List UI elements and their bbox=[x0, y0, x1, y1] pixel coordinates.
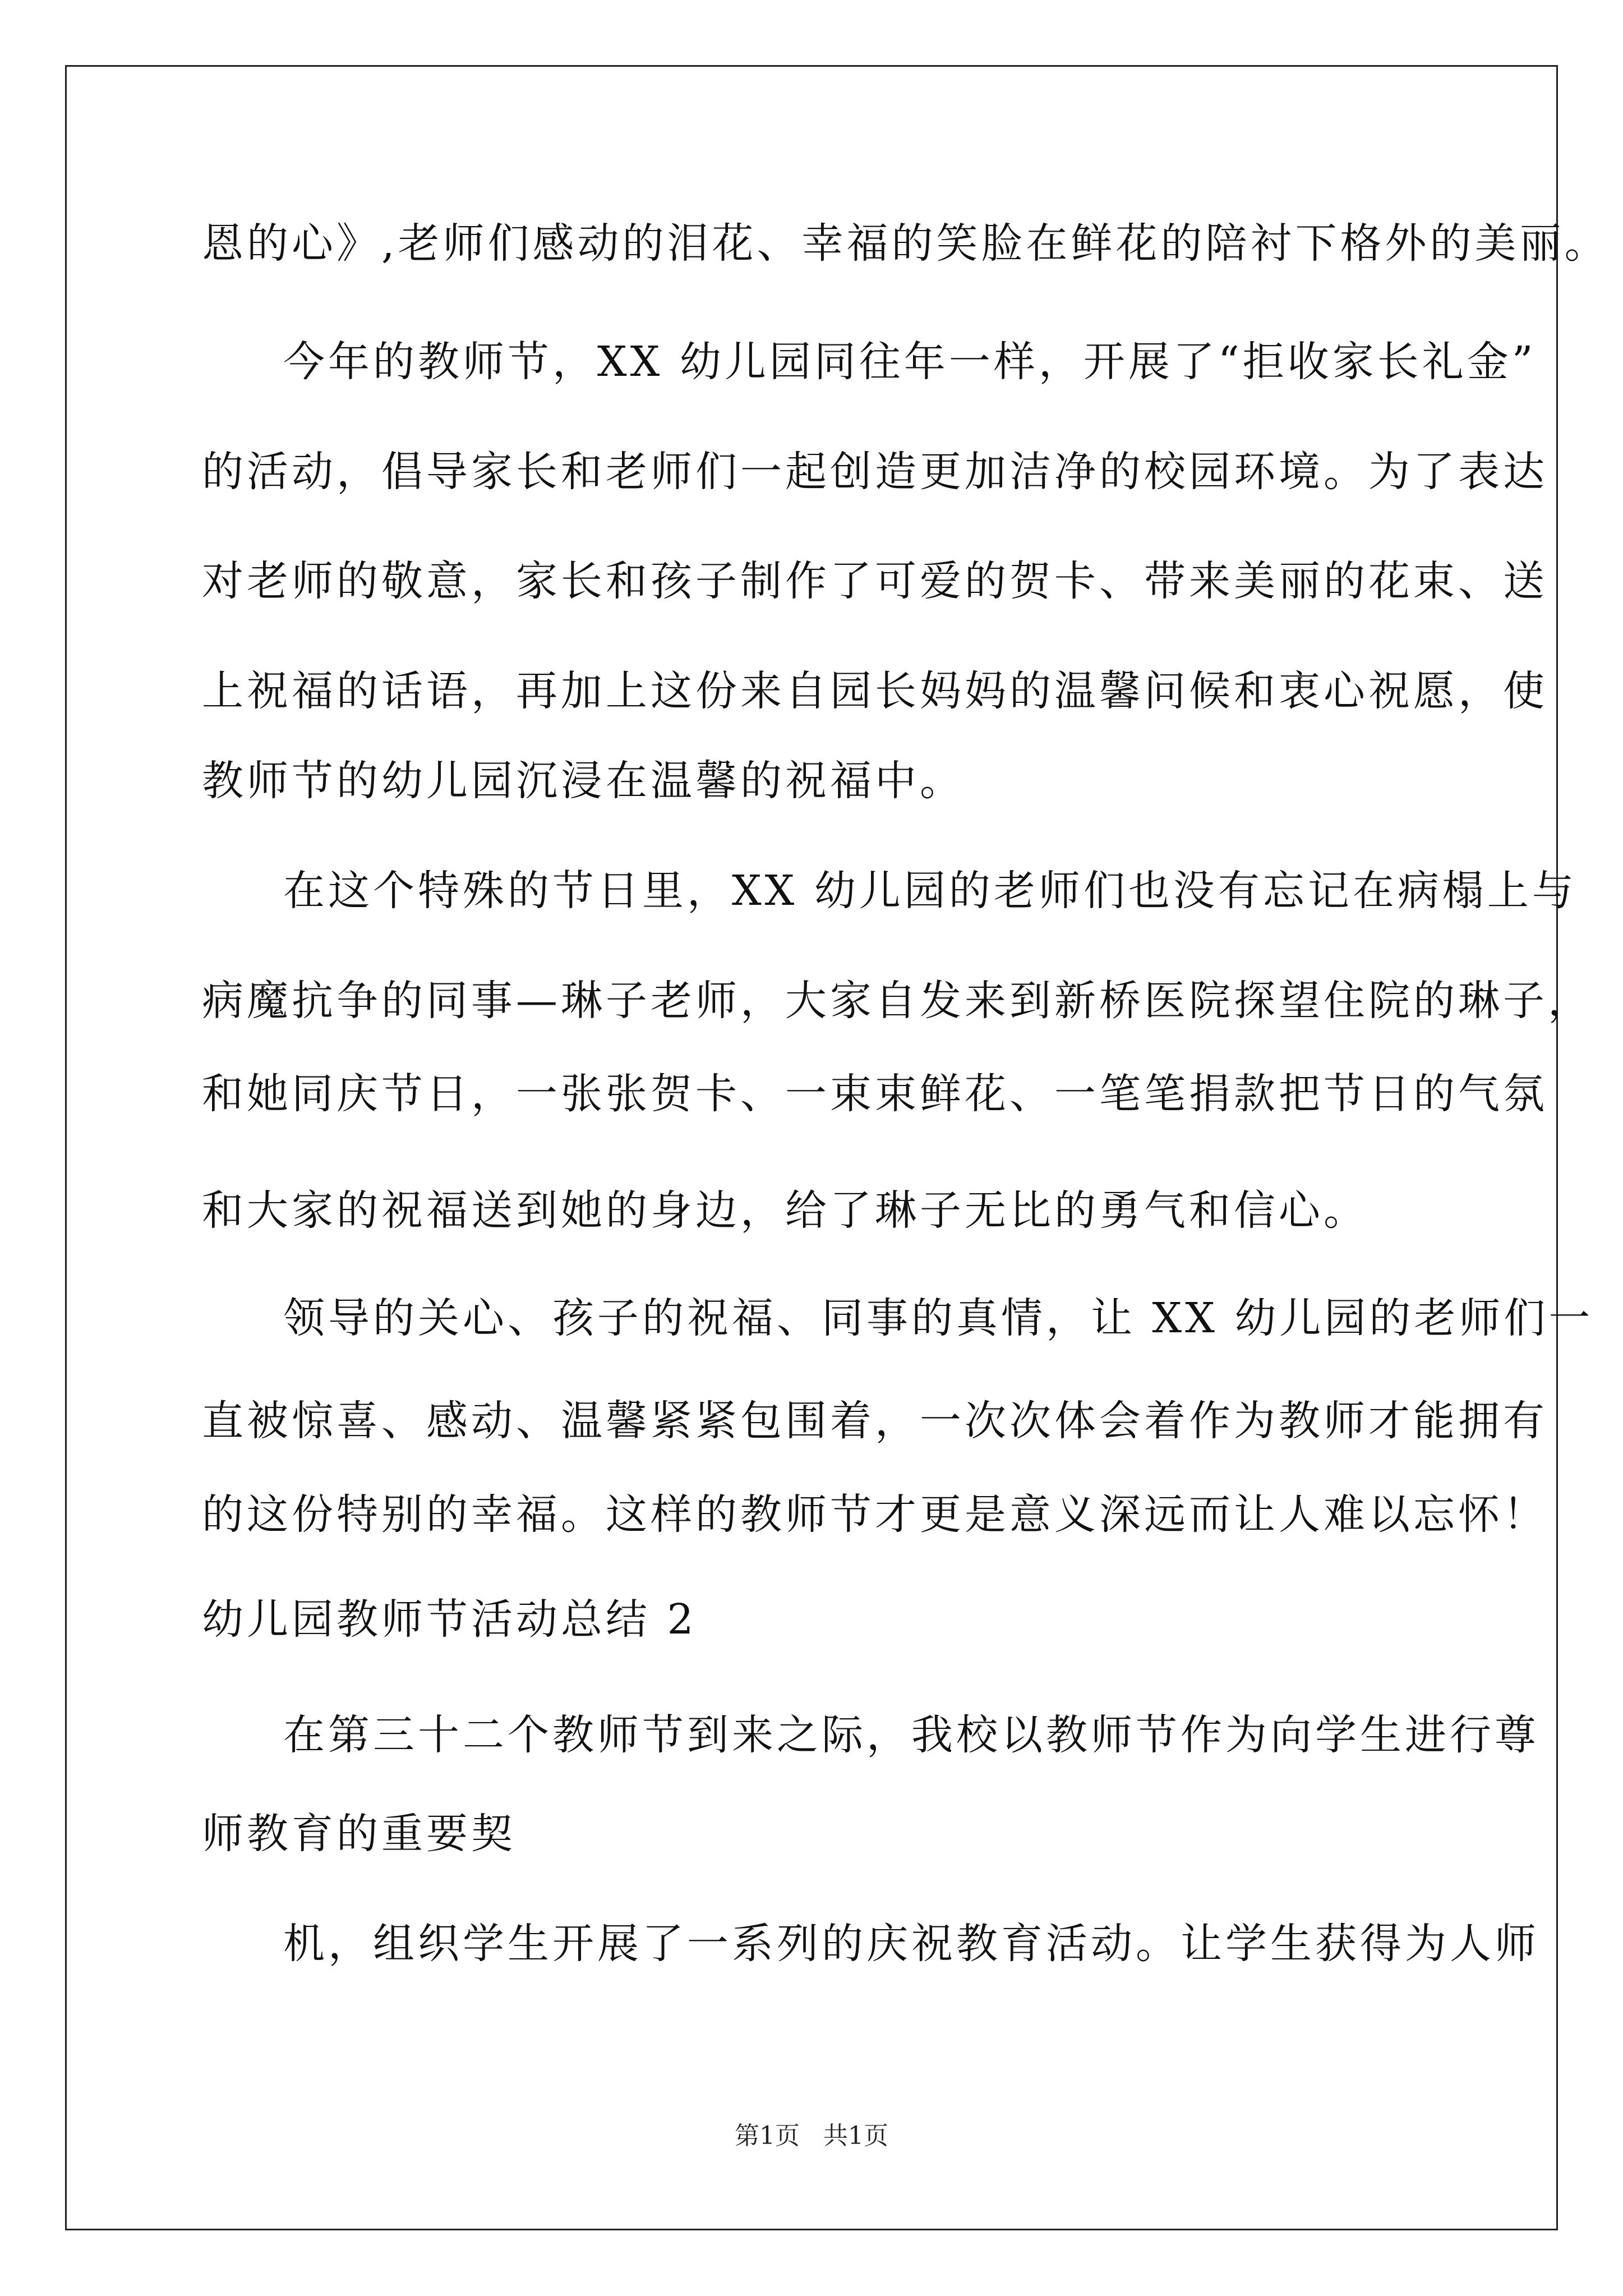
text-line: 恩的心》,老师们感动的泪花、幸福的笑脸在鲜花的陪衬下格外的美丽。 bbox=[202, 219, 1610, 268]
text-line: 直被惊喜、感动、温馨紧紧包围着，一次次体会着作为教师才能拥有 bbox=[202, 1397, 1548, 1445]
text-line: 教师节的幼儿园沉浸在温馨的祝福中。 bbox=[202, 757, 965, 805]
section-heading: 幼儿园教师节活动总结 2 bbox=[202, 1595, 697, 1644]
text-line: 病魔抗争的同事—琳子老师，大家自发来到新桥医院探望住院的琳子， bbox=[202, 977, 1593, 1025]
text-line: 在这个特殊的节日里，XX 幼儿园的老师们也没有忘记在病榻上与 bbox=[283, 867, 1577, 915]
text-line: 上祝福的话语，再加上这份来自园长妈妈的温馨问候和衷心祝愿，使 bbox=[202, 667, 1548, 715]
text-line: 对老师的敬意，家长和孩子制作了可爱的贺卡、带来美丽的花束、送 bbox=[202, 557, 1548, 605]
text-line: 机，组织学生开展了一系列的庆祝教育活动。让学生获得为人师 bbox=[283, 1920, 1539, 1968]
page-number-footer: 第1页 共1页 bbox=[735, 2122, 888, 2150]
text-line: 和她同庆节日，一张张贺卡、一束束鲜花、一笔笔捐款把节日的气氛 bbox=[202, 1070, 1548, 1118]
text-line: 今年的教师节，XX 幼儿园同往年一样，开展了“拒收家长礼金” bbox=[283, 338, 1537, 386]
text-line: 的这份特别的幸福。这样的教师节才更是意义深远而让人难以忘怀！ bbox=[202, 1490, 1548, 1539]
text-line: 和大家的祝福送到她的身边，给了琳子无比的勇气和信心。 bbox=[202, 1186, 1368, 1235]
text-line: 在第三十二个教师节到来之际，我校以教师节作为向学生进行尊 bbox=[283, 1711, 1539, 1759]
page-border bbox=[65, 65, 1610, 2230]
text-line: 的活动，倡导家长和老师们一起创造更加洁净的校园环境。为了表达 bbox=[202, 448, 1548, 496]
text-line: 师教育的重要契 bbox=[202, 1810, 516, 1858]
text-line: 领导的关心、孩子的祝福、同事的真情，让 XX 幼儿园的老师们一 bbox=[283, 1294, 1594, 1342]
